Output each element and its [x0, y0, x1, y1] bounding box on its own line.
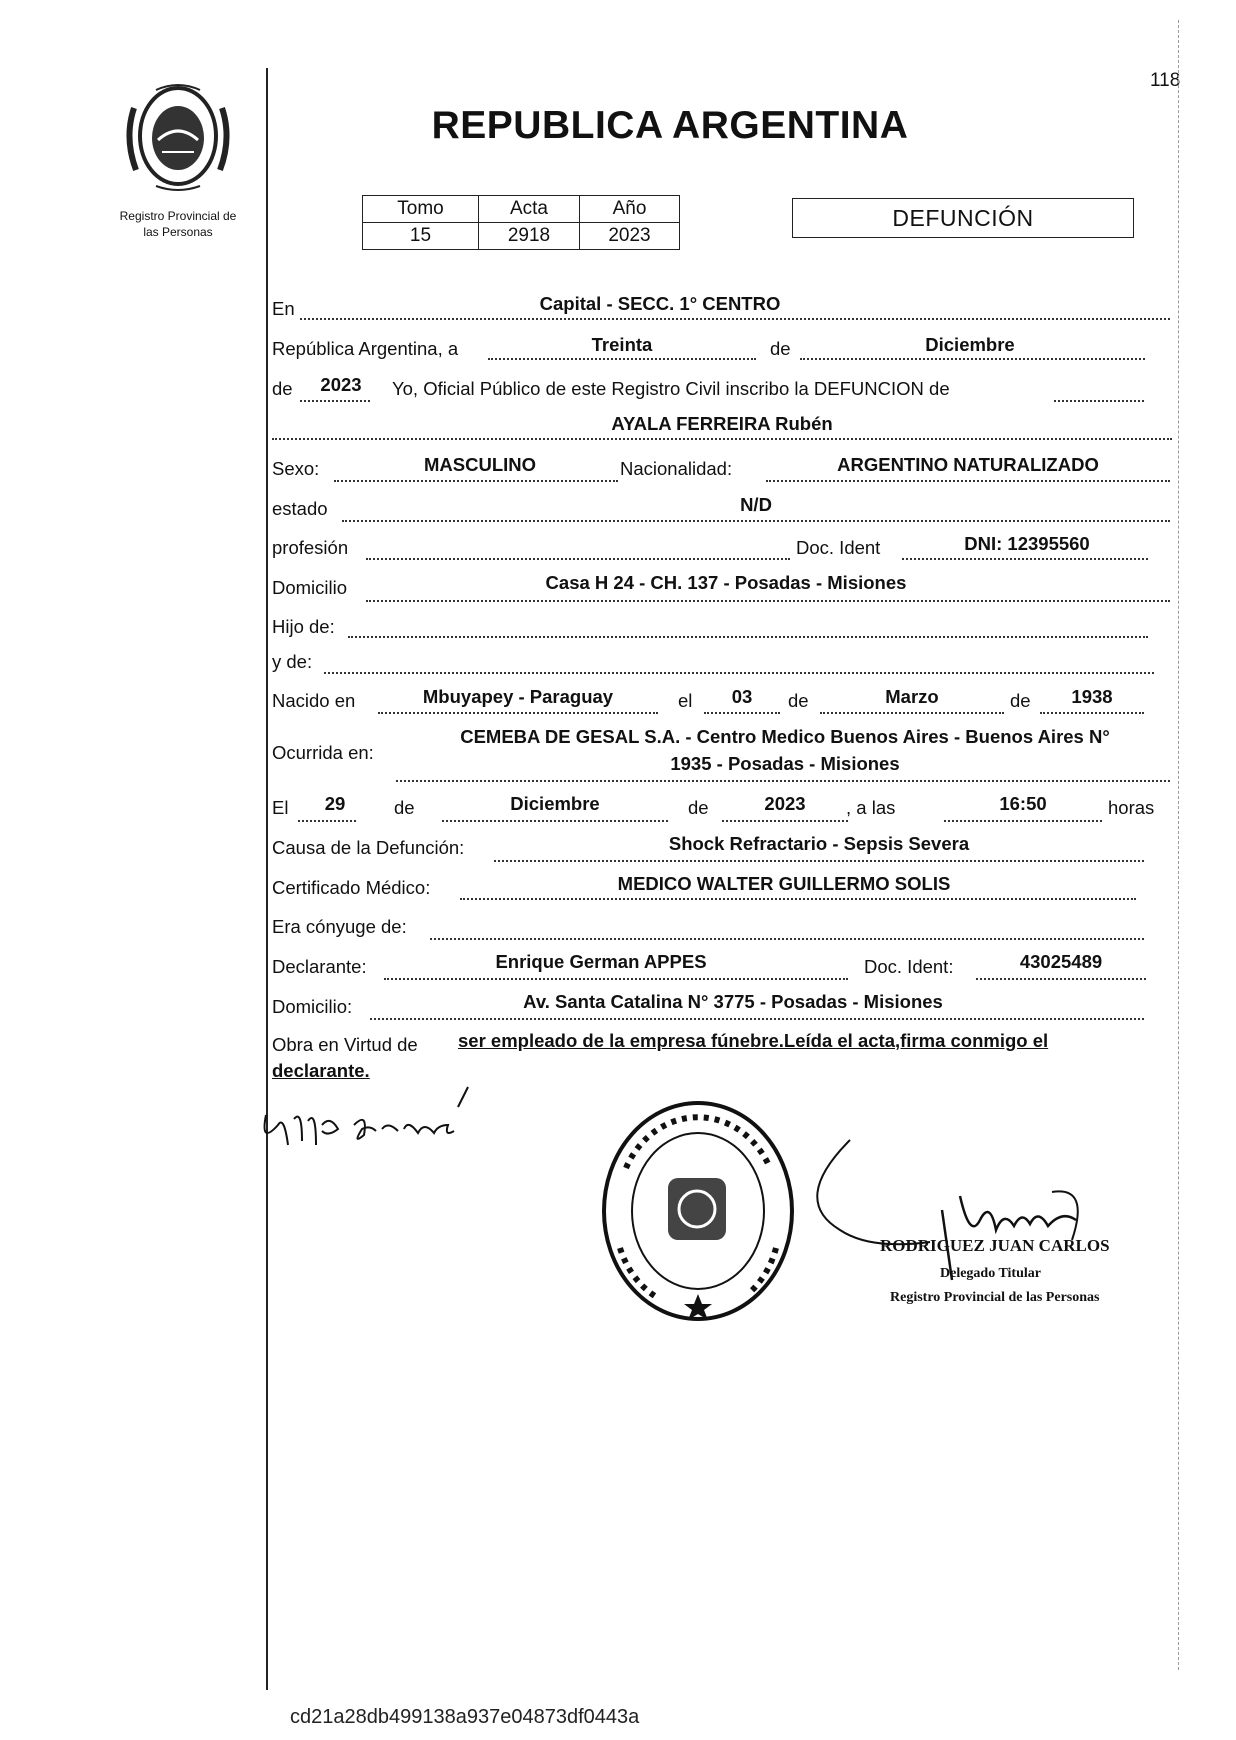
dotted-line [1054, 400, 1144, 402]
anio-value: 2023 [580, 223, 680, 250]
dotted-line [366, 600, 1170, 602]
label-doc-ident: Doc. Ident [796, 537, 881, 558]
dotted-line [348, 636, 1148, 638]
dotted-line [766, 480, 1170, 482]
dotted-line [396, 780, 1170, 782]
tomo-value: 15 [363, 223, 479, 250]
label-el: el [678, 690, 693, 711]
dotted-line [384, 978, 848, 980]
dotted-line [704, 712, 780, 714]
dotted-line [324, 672, 1154, 674]
label-de-fallec-anio: de [688, 797, 709, 818]
registry-label-line2: las Personas [143, 225, 213, 239]
obra-line1: ser empleado de la empresa fúnebre.Leída el acta,firma conmigo el [458, 1030, 1049, 1051]
dotted-line [300, 318, 1170, 320]
dotted-line [944, 820, 1102, 822]
official-role: Delegado Titular [940, 1266, 1041, 1281]
declarante-value: Enrique German APPES [495, 951, 707, 972]
document-type-box: DEFUNCIÓN [792, 198, 1134, 238]
label-certificado: Certificado Médico: [272, 877, 431, 898]
nombre-value: AYALA FERREIRA Rubén [611, 413, 833, 434]
nacido-mes-value: Marzo [885, 686, 939, 707]
declarant-signature [258, 1085, 488, 1175]
dotted-line [300, 400, 370, 402]
dotted-line [800, 358, 1145, 360]
dotted-line [334, 480, 618, 482]
nacido-anio-value: 1938 [1071, 686, 1113, 707]
label-hijo-de: Hijo de: [272, 616, 335, 637]
certificado-value: MEDICO WALTER GUILLERMO SOLIS [617, 873, 951, 894]
tomo-header: Tomo [363, 196, 479, 223]
label-conyuge: Era cónyuge de: [272, 916, 407, 937]
label-de: de [770, 338, 791, 359]
label-de-fallec: de [394, 797, 415, 818]
dotted-line [460, 898, 1136, 900]
dotted-line [722, 820, 848, 822]
label-yo-oficial: Yo, Oficial Público de este Registro Civil inscribo la DEFUNCION de [392, 378, 950, 399]
dotted-line [442, 820, 668, 822]
fallec-anio-value: 2023 [764, 793, 806, 814]
mes-value: Diciembre [925, 334, 1015, 355]
label-el-cap: El [272, 797, 289, 818]
label-doc-ident-2: Doc. Ident: [864, 956, 954, 977]
lugar-value: Capital - SECC. 1° CENTRO [539, 293, 781, 314]
causa-value: Shock Refractario - Sepsis Severa [668, 833, 970, 854]
label-en: En [272, 298, 295, 319]
domicilio-value: Casa H 24 - CH. 137 - Posadas - Misiones [545, 572, 907, 593]
province-seal-logo [118, 78, 238, 196]
dotted-line [1040, 712, 1144, 714]
dotted-line [370, 1018, 1144, 1020]
fallec-dia-value: 29 [324, 793, 346, 814]
label-de-nac-anio: de [1010, 690, 1031, 711]
anio-header: Año [580, 196, 680, 223]
ocurrida-line2: 1935 - Posadas - Misiones [670, 753, 900, 774]
fallec-mes-value: Diciembre [510, 793, 600, 814]
label-nacionalidad: Nacionalidad: [620, 458, 733, 479]
label-obra-en-virtud: Obra en Virtud de [272, 1034, 418, 1055]
label-ocurrida-en: Ocurrida en: [272, 742, 374, 763]
right-edge-mark [1178, 20, 1180, 1670]
dotted-line [272, 438, 1172, 440]
sexo-value: MASCULINO [423, 454, 537, 475]
obra-line2: declarante. [272, 1060, 370, 1081]
label-horas: horas [1108, 797, 1155, 818]
dotted-line [820, 712, 1004, 714]
label-a-las: , a las [846, 797, 896, 818]
dia-texto-value: Treinta [591, 334, 653, 355]
label-de-nac: de [788, 690, 809, 711]
official-stamp [598, 1098, 798, 1324]
label-republica: República Argentina, a [272, 338, 459, 359]
label-y-de: y de: [272, 651, 313, 672]
label-declarante: Declarante: [272, 956, 367, 977]
left-margin-rule [266, 68, 268, 1690]
dotted-line [342, 520, 1170, 522]
dotted-line [430, 938, 1144, 940]
label-nacido-en: Nacido en [272, 690, 356, 711]
document-title: REPUBLICA ARGENTINA [431, 104, 909, 147]
acta-value: 2918 [479, 223, 580, 250]
label-sexo: Sexo: [272, 458, 320, 479]
declarante-domicilio-value: Av. Santa Catalina N° 3775 - Posadas - Misiones [523, 991, 943, 1012]
official-registry: Registro Provincial de las Personas [890, 1290, 1100, 1305]
estado-value: N/D [740, 494, 772, 515]
anio-value: 2023 [320, 374, 362, 395]
dotted-line [976, 978, 1146, 980]
nacionalidad-value: ARGENTINO NATURALIZADO [837, 454, 1099, 475]
dotted-line [298, 820, 356, 822]
dotted-line [488, 358, 756, 360]
registry-label [92, 208, 264, 240]
declarante-doc-value: 43025489 [1019, 951, 1103, 972]
label-causa: Causa de la Defunción: [272, 837, 465, 858]
nacido-lugar-value: Mbuyapey - Paraguay [422, 686, 614, 707]
fallec-hora-value: 16:50 [999, 793, 1047, 814]
dotted-line [366, 558, 790, 560]
dotted-line [902, 558, 1148, 560]
label-domicilio-2: Domicilio: [272, 996, 353, 1017]
label-domicilio: Domicilio [272, 577, 348, 598]
acta-reference-table [362, 195, 680, 250]
page-number: 118 [1150, 70, 1181, 91]
label-profesion: profesión [272, 537, 349, 558]
document-hash: cd21a28db499138a937e04873df0443a [290, 1706, 640, 1728]
registry-label-line1: Registro Provincial de [119, 209, 237, 223]
dotted-line [378, 712, 658, 714]
label-de-anio: de [272, 378, 293, 399]
official-name: RODRIGUEZ JUAN CARLOS [880, 1236, 1110, 1255]
ocurrida-line1: CEMEBA DE GESAL S.A. - Centro Medico Buenos Aires - Buenos Aires N° [460, 726, 1110, 747]
label-estado: estado [272, 498, 328, 519]
acta-header: Acta [479, 196, 580, 223]
nacido-dia-value: 03 [731, 686, 753, 707]
doc-ident-value: DNI: 12395560 [964, 533, 1090, 554]
dotted-line [494, 860, 1144, 862]
